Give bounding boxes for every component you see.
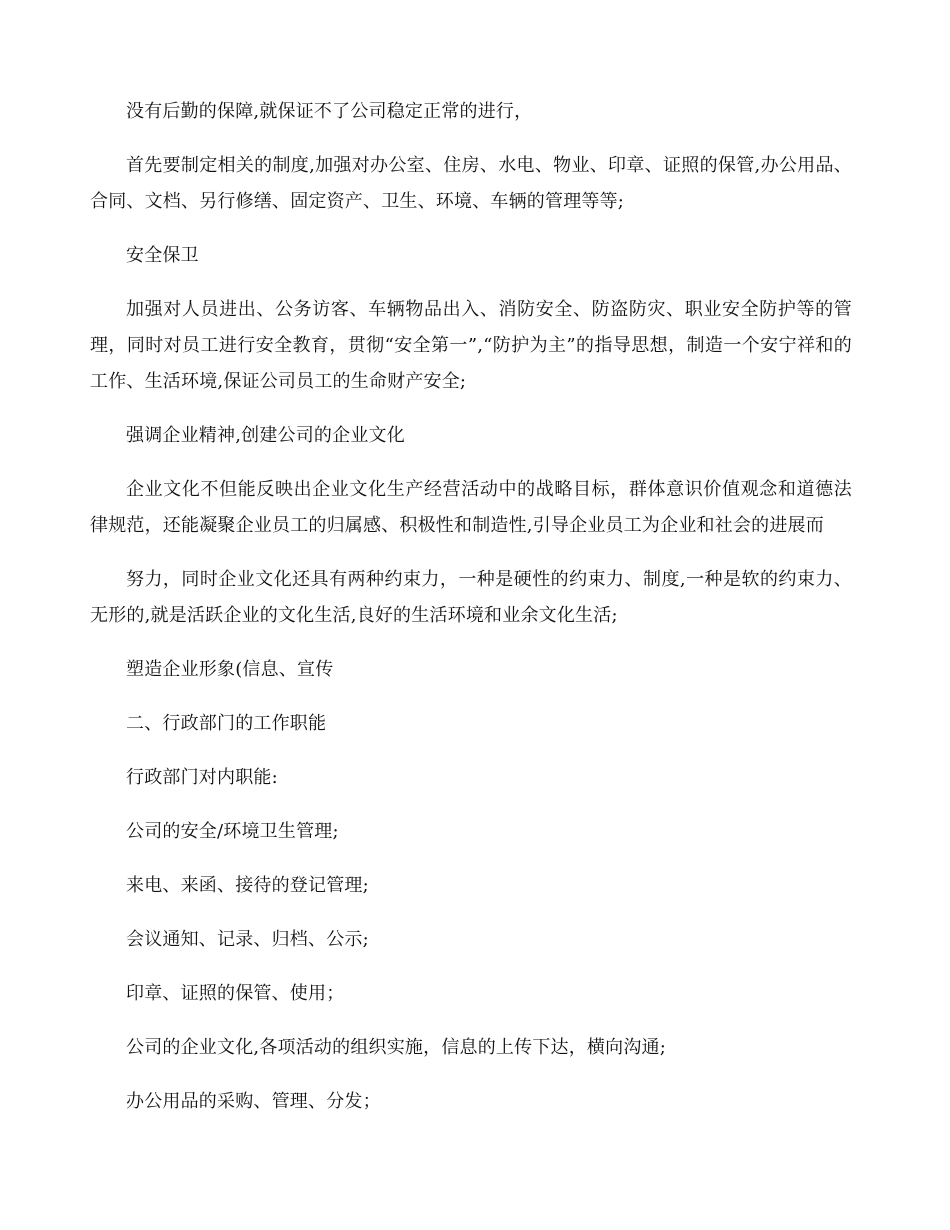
heading-security: 安全保卫 bbox=[126, 245, 199, 266]
list-item-meeting-records: 会议通知、记录、归档、公示; bbox=[126, 929, 369, 950]
heading-admin-functions: 二、行政部门的工作职能 bbox=[126, 713, 327, 734]
document-body bbox=[90, 94, 852, 1120]
heading-corporate-image: 塑造企业形象(信息、宣传 bbox=[126, 659, 334, 680]
list-item-seal-custody: 印章、证照的保管、使用； bbox=[126, 983, 345, 1004]
paragraph-corporate-culture: 企业文化不但能反映出企业文化生产经营活动中的战略目标，群体意识价值观念和道德法律规范，还能凝聚企业员工的归属感、积极性和制造性,引导企业员工为企业和社会的进展而 bbox=[90, 479, 852, 536]
paragraph-management-system: 首先要制定相关的制度,加强对办公室、住房、水电、物业、印章、证照的保管,办公用品、合同、文档、另行修缮、固定资产、卫生、环境、车辆的管理等等; bbox=[90, 155, 852, 212]
list-item-reception-registration: 来电、来函、接待的登记管理; bbox=[126, 875, 369, 896]
paragraph-logistics-support: 没有后勤的保障,就保证不了公司稳定正常的进行， bbox=[126, 101, 533, 122]
list-item-culture-activities: 公司的企业文化,各项活动的组织实施，信息的上传下达，横向沟通; bbox=[126, 1037, 666, 1058]
list-item-safety-hygiene: 公司的安全/环境卫生管理; bbox=[126, 821, 339, 842]
paragraph-security-management: 加强对人员进出、公务访客、车辆物品出入、消防安全、防盗防灾、职业安全防护等的管理，同时对员工进行安全教育，贯彻“安全第一”,“防护为主”的指导思想，制造一个安宁祥和的工作、生活环境,保证公司员工的生命财产安全; bbox=[90, 299, 852, 392]
heading-internal-functions: 行政部门对内职能: bbox=[126, 767, 278, 788]
heading-corporate-spirit: 强调企业精神,创建公司的企业文化 bbox=[126, 425, 405, 446]
paragraph-constraint-forces: 努力，同时企业文化还具有两种约束力，一种是硬性的约束力、制度,一种是软的约束力、无形的,就是活跃企业的文化生活,良好的生活环境和业余文化生活; bbox=[90, 569, 852, 626]
list-item-office-supplies: 办公用品的采购、管理、分发； bbox=[126, 1091, 381, 1112]
